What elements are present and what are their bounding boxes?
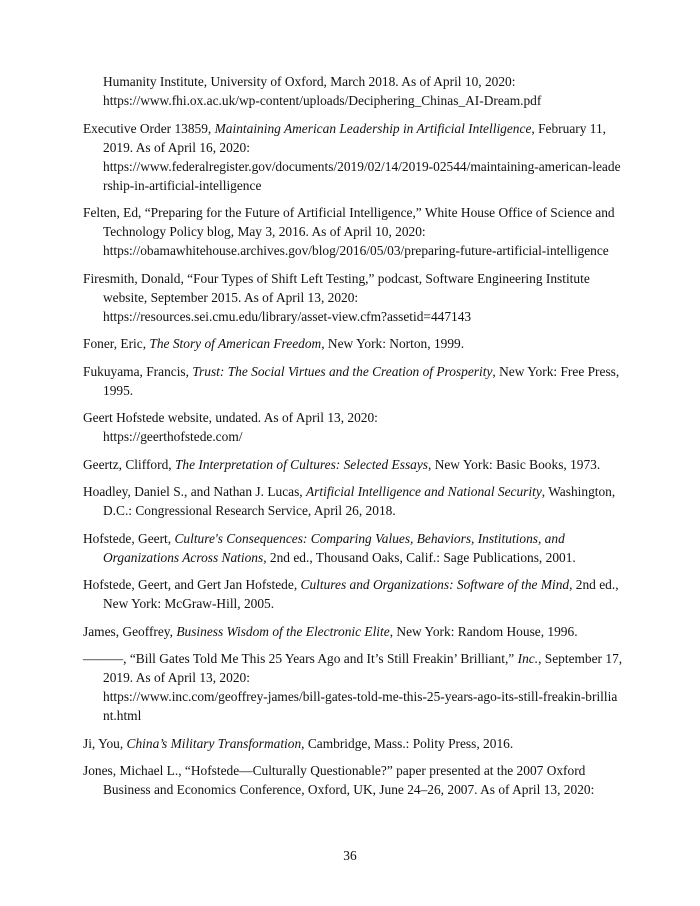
reference-title: China’s Military Transformation (126, 735, 302, 751)
reference-entry: Foner, Eric, The Story of American Freedom, New York: Norton, 1999. (83, 336, 465, 351)
reference-url[interactable]: https://www.fhi.ox.ac.uk/wp-content/uploads/Deciphering_Chinas_AI-Dream.pdf (103, 93, 542, 108)
reference-entry: Firesmith, Donald, “Four Types of Shift Left Testing,” podcast, Software Engineering Institute website, September 2015. As of April 13, 2020: https://resources.sei.cmu.edu/library/asset-view.cfm?assetid=447143 (83, 270, 590, 324)
reference-entry: Hofstede, Geert, and Gert Jan Hofstede, Cultures and Organizations: Software of the Mind, 2nd ed., New York: McGraw-Hill, 2005. (83, 577, 619, 611)
reference-title: The Story of American Freedom (149, 336, 322, 351)
reference-url[interactable]: https://geerthofstede.com/ (103, 429, 243, 444)
reference-url[interactable]: https://www.inc.com/geoffrey-james/bill-gates-told-me-this-25-years-ago-its-still-freakin-brilliant.html (103, 689, 618, 723)
reference-entry: ———, “Bill Gates Told Me This 25 Years Ago and It’s Still Freakin’ Brilliant,” Inc., September 17, 2019. As of April 13, 2020: https://www.inc.com/geoffrey-james/bill-gates-told-me-this-25-years-ago-its-still-freakin-brilliant.html (83, 651, 623, 723)
reference-entry: Humanity Institute, University of Oxford, March 2018. As of April 10, 2020: https://www.fhi.ox.ac.uk/wp-content/uploads/Deciphering_Chinas_AI-Dream.pdf (103, 74, 542, 108)
reference-title: Inc. (517, 651, 539, 666)
reference-url[interactable]: https://resources.sei.cmu.edu/library/asset-view.cfm?assetid=447143 (103, 308, 472, 324)
reference-title: Business Wisdom of the Electronic Elite (176, 623, 390, 639)
reference-title: Trust: The Social Virtues and the Creation of Prosperity (192, 363, 493, 379)
reference-title: The Interpretation of Cultures: Selected Essays (174, 456, 428, 472)
reference-entry: Geertz, Clifford, The Interpretation of Cultures: Selected Essays, New York: Basic Books, 1973. (83, 456, 601, 472)
reference-entry: Ji, You, China’s Military Transformation, Cambridge, Mass.: Polity Press, 2016. (83, 735, 514, 751)
reference-entry: Executive Order 13859, Maintaining American Leadership in Artificial Intelligence, February 11, 2019. As of April 16, 2020: https://www.federalregister.gov/documents/2019/02/14/2019-02544/maintaining-american-leadership-in-artificial-intelligence (83, 120, 621, 193)
page-number: 36 (343, 848, 357, 863)
bibliography-list (83, 72, 623, 808)
reference-entry: James, Geoffrey, Business Wisdom of the Electronic Elite, New York: Random House, 1996. (83, 623, 578, 639)
reference-entry: Hofstede, Geert, Culture's Consequences: Comparing Values, Behaviors, Institutions, and Organizations Across Nations, 2nd ed., Thousand Oaks, Calif.: Sage Publications, 2001. (83, 530, 576, 565)
reference-title: Cultures and Organizations: Software of the Mind (300, 577, 570, 592)
reference-title: Maintaining American Leadership in Artificial Intelligence (214, 120, 532, 136)
reference-entry: Jones, Michael L., “Hofstede—Culturally Questionable?” paper presented at the 2007 Oxford Business and Economics Conference, Oxford, UK, June 24–26, 2007. As of April 13, 2020: (83, 763, 595, 797)
reference-entry: Felten, Ed, “Preparing for the Future of Artificial Intelligence,” White House Office of Science and Technology Policy blog, May 3, 2016. As of April 10, 2020: https://obamawhitehouse.archives.gov/blog/2016/05/03/preparing-future-artificial-intelligence (83, 205, 615, 258)
reference-title: Culture's Consequences: Comparing Values, Behaviors, Institutions, and Organizations Across Nations (103, 530, 565, 565)
reference-entry: Geert Hofstede website, undated. As of April 13, 2020: https://geerthofstede.com/ (83, 410, 378, 444)
reference-entry: Hoadley, Daniel S., and Nathan J. Lucas, Artificial Intelligence and National Security, Washington, D.C.: Congressional Research Service, April 26, 2018. (83, 484, 616, 518)
reference-entry: Fukuyama, Francis, Trust: The Social Virtues and the Creation of Prosperity, New York: Free Press, 1995. (83, 363, 620, 398)
reference-url[interactable]: https://www.federalregister.gov/documents/2019/02/14/2019-02544/maintaining-american-leadership-in-artificial-intelligence (103, 158, 621, 193)
reference-url[interactable]: https://obamawhitehouse.archives.gov/blog/2016/05/03/preparing-future-artificial-intelligence (103, 243, 609, 258)
reference-title: Artificial Intelligence and National Security (306, 484, 542, 499)
